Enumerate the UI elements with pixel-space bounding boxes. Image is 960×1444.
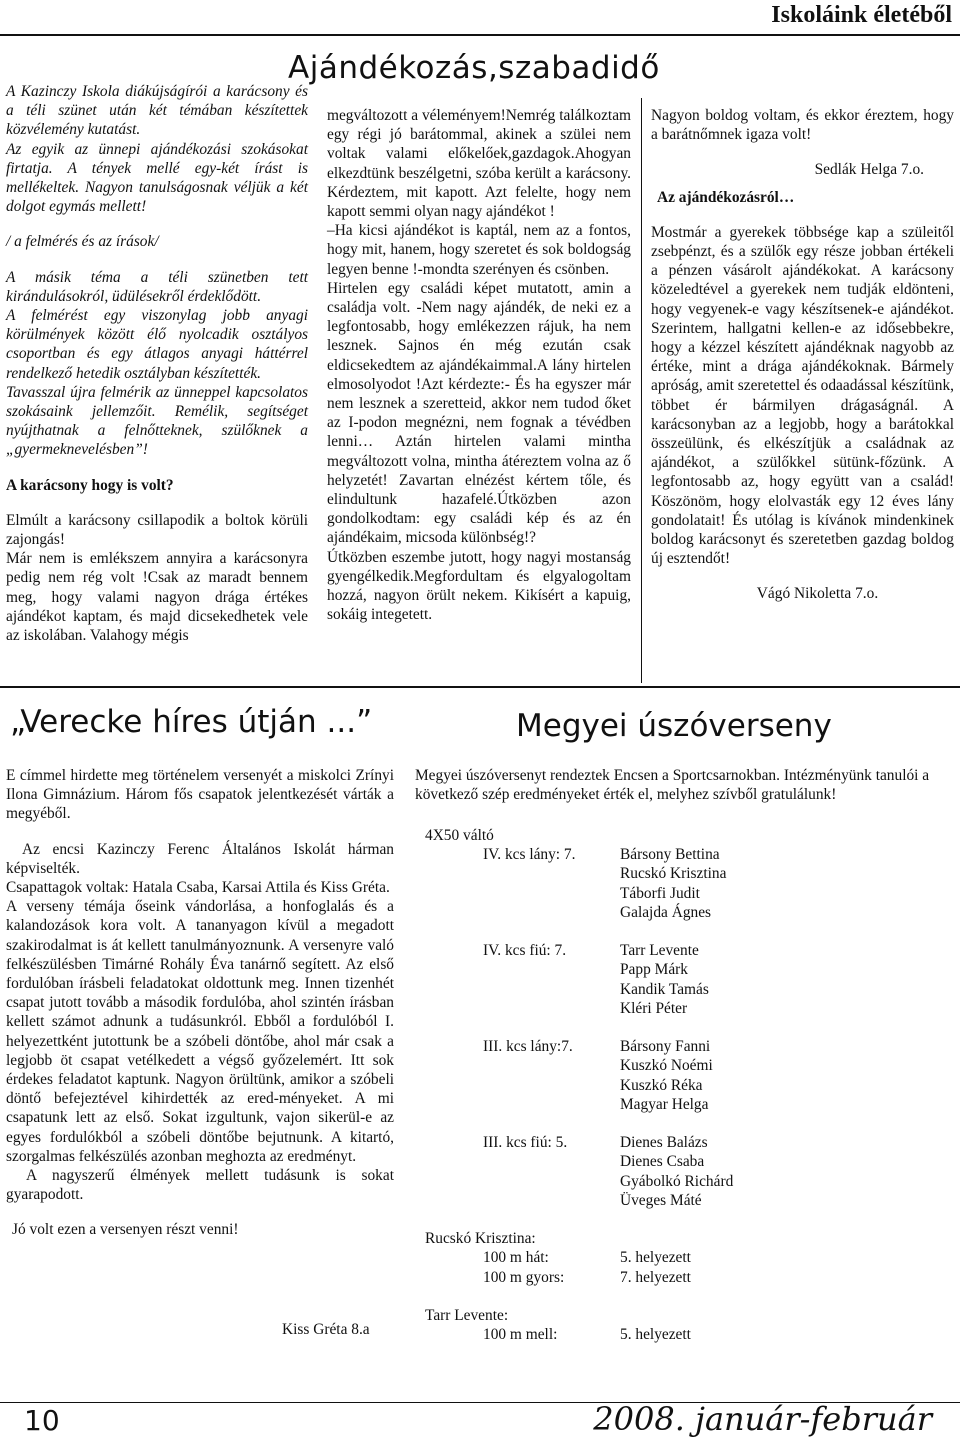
article1-column-2: [327, 106, 631, 624]
story1-paragraph-2-continued: megváltozott a véleményem!Nemrég találkoztam egy régi jó barátommal, akinek a szülei nem voltak valami előkelőek,gazdagok.Ahogyan elkezdtünk beszélgetni, szóba került a karácsony. Kérdeztem, mit kapott. Azt felelte, hogy nem kapott semmi olyan nagy ajándékot !: [327, 107, 631, 221]
intro-paragraph-1: A Kazinczy Iskola diákújságírói a karácsony és a téli szünet után két témában készítettek közvélemény kutatást.: [6, 83, 308, 139]
issue-date: 2008. január-február: [593, 1400, 932, 1438]
results-label: [483, 1172, 620, 1191]
article2-paragraph-6: Jó volt ezen a versenyen részt venni!: [12, 1221, 239, 1239]
results-category: 4X50 váltó: [425, 827, 494, 844]
relay-row: [425, 1037, 733, 1056]
results-category: Tarr Levente:: [425, 1307, 509, 1324]
results-category: [425, 903, 483, 922]
results-label: [483, 1076, 620, 1095]
page-number: 10: [24, 1404, 60, 1437]
results-value: Kuszkó Réka: [620, 1076, 703, 1094]
individual-event-row: [425, 1268, 733, 1287]
column-divider: [641, 98, 642, 683]
subhead-ajandekozas: Az ajándékozásról…: [657, 188, 795, 206]
relay-row: [425, 884, 733, 903]
results-value: 7. helyezett: [620, 1268, 691, 1286]
results-category: [425, 1037, 483, 1056]
results-value: Kléri Péter: [620, 999, 688, 1017]
results-spacer: [425, 1114, 733, 1133]
results-label: [483, 864, 620, 883]
relay-row: [425, 1191, 733, 1210]
story1-paragraph-4: Hirtelen egy családi képet mutatott, amin a családja volt. -Nem nagy ajándék, de neki ez a legfontosabb, hogy emlékezzen rájuk, ha nem lesznek. Sajnos én még ezután csak eldicsekedtem az ajándékaimmal.A lány hirtelen elmosolyodot !Azt kérdezte:- És ha egyszer már nem lesznek a szeretteid, akkor nem tudod őket az I-podon megnézni, nem fognak a tévédben lenni… Aztán hirtelen valami mintha megváltozott volna, mintha átéreztem volna az ő helyzetét! Zavartan elnézést kértem tőle, és elindultunk hazafelé.Útközben azon gondolkodtam: egy családi kép és az én ajándékaim, micsoda különbség!?: [327, 279, 631, 547]
results-value: Gyábolkó Richárd: [620, 1172, 734, 1190]
results-category: [425, 980, 483, 999]
story1-author: Sedlák Helga 7.o.: [814, 161, 924, 179]
results-spacer: [425, 1210, 733, 1229]
article1-title: Ajándékozás,szabadidő: [288, 50, 660, 86]
relay-row: [425, 1056, 733, 1075]
individual-event-row: [425, 1325, 733, 1344]
results-category: [425, 941, 483, 960]
results-label: [483, 960, 620, 979]
results-category: [425, 1191, 483, 1210]
results-category: [425, 960, 483, 979]
results-category: [425, 1172, 483, 1191]
section-rule: [0, 686, 960, 688]
results-label: [483, 1191, 620, 1210]
results-spacer: [425, 1018, 733, 1037]
results-value: Kuszkó Noémi: [620, 1057, 713, 1075]
results-spacer: [425, 1344, 733, 1363]
results-value: Dienes Csaba: [620, 1153, 705, 1171]
results-category: [425, 1248, 483, 1267]
individual-event-row: [425, 1248, 733, 1267]
relay-title-row: [425, 826, 733, 845]
results-label: III. kcs fiú: 5.: [483, 1134, 568, 1152]
results-category: [425, 1268, 483, 1287]
results-value: Üveges Máté: [620, 1191, 702, 1209]
results-value: 5. helyezett: [620, 1326, 691, 1344]
results-label: [483, 884, 620, 903]
intro-paragraph-3: A másik téma a téli szünetben tett kirándulásokról, üdülésekről érdeklődött.: [6, 268, 308, 305]
article2-author: Kiss Gréta 8.a: [282, 1321, 370, 1338]
relay-row: [425, 960, 733, 979]
results-label: IV. kcs lány: 7.: [483, 846, 576, 864]
individual-name-row: [425, 1229, 733, 1248]
article2-paragraph-3: Csapattagok voltak: Hatala Csaba, Karsai Attila és Kiss Gréta.: [6, 879, 390, 897]
relay-row: [425, 1172, 733, 1191]
results-category: [425, 884, 483, 903]
results-label: [483, 980, 620, 999]
results-spacer: [425, 1287, 733, 1306]
results-category: [425, 845, 483, 864]
results-label: [483, 903, 620, 922]
article2-paragraph-5: A nagyszerű élmények mellett tudásunk is sokat gyarapodott.: [6, 1167, 394, 1204]
results-label: [483, 1152, 620, 1171]
relay-row: [425, 999, 733, 1018]
subhead-karacsony: A karácsony hogy is volt?: [6, 476, 174, 494]
results-value: Magyar Helga: [620, 1095, 709, 1113]
results-value: Dienes Balázs: [620, 1134, 708, 1152]
header-rule: [0, 34, 960, 36]
results-category: [425, 1056, 483, 1075]
results-label: [483, 1056, 620, 1075]
results-value: Kandik Tamás: [620, 980, 709, 998]
results-label: 100 m mell:: [483, 1326, 558, 1344]
results-spacer: [425, 922, 733, 941]
results-category: [425, 1133, 483, 1152]
results-value: Bársony Bettina: [620, 846, 720, 864]
results-category: [425, 999, 483, 1018]
article2-body: [6, 766, 394, 1240]
results-table: [425, 826, 733, 1364]
relay-row: [425, 980, 733, 999]
intro-paragraph-4: A felmérést egy viszonylag jobb anyagi körülmények között élő nyolcadik osztályos csoportban és egy átlagos anyagi háttérrel rendelkező hetedik osztályban készítették.: [6, 307, 308, 382]
story2-author: Vágó Nikoletta 7.o.: [756, 585, 879, 603]
results-category: [425, 864, 483, 883]
story1-paragraph-6: Nagyon boldog voltam, és ekkor éreztem, hogy a barátnőmnek igaza volt!: [651, 107, 954, 144]
intro-paragraph-2: Az egyik az ünnepi ajándékozási szokásokat firtatja. A tények mellé egy-két írást is mellékeltek. Nagyon tanulságosnak véljük a két dolgot egymás mellett!: [6, 140, 308, 216]
story1-paragraph-1: Elmúlt a karácsony csillapodik a boltok körüli zajongás!: [6, 511, 308, 549]
relay-row: [425, 864, 733, 883]
article2-paragraph-2: Az encsi Kazinczy Ferenc Általános Iskolát hárman képviselték.: [6, 840, 394, 877]
survey-label: / a felmérés és az írások/: [6, 233, 159, 251]
relay-row: [425, 1095, 733, 1114]
results-category: [425, 1152, 483, 1171]
results-label: [483, 999, 620, 1018]
results-category: Rucskó Krisztina:: [425, 1230, 536, 1248]
results-category: [425, 1325, 483, 1344]
relay-row: [425, 1133, 733, 1152]
results-label: IV. kcs fiú: 7.: [483, 942, 567, 960]
results-value: Rucskó Krisztina: [620, 865, 727, 883]
results-value: Tarr Levente: [620, 942, 699, 960]
results-label: III. kcs lány:7.: [483, 1038, 573, 1056]
article1-column-3: [651, 106, 954, 604]
intro-paragraph-5: Tavasszal újra felmérik az ünneppel kapcsolatos szokásaink jellemzőit. Remélik, segítséget nyújthatnak a felnőtteknek, szülőknek a „gyermeknevelésben”!: [6, 383, 308, 459]
article3-intro: Megyei úszóversenyt rendeztek Encsen a Sportcsarnokban. Intézményünk tanulói a következő szép eredményeket érték el, melyhez szívből gratulálunk!: [415, 767, 930, 804]
individual-name-row: [425, 1306, 733, 1325]
section-label: Iskoláink életéből: [771, 2, 952, 28]
relay-row: [425, 845, 733, 864]
story1-paragraph-3: –Ha kicsi ajándékot is kaptál, nem az a fontos, hogy mit, hanem, hogy szeretet és sok boldogság legyen benne !-mondta szerényen és csönben.: [327, 222, 631, 278]
results-label: 100 m gyors:: [483, 1268, 565, 1286]
results-label: [483, 1095, 620, 1114]
relay-row: [425, 903, 733, 922]
story1-paragraph-5: Útközben eszembe jutott, hogy nagyi mostanság gyengélkedik.Megfordultam és elgyalogoltam hozzá, nagyon örült nekem. Kikísért a kapuig, sokáig integetett.: [327, 548, 631, 624]
results-value: Galajda Ágnes: [620, 903, 712, 921]
results-value: Táborfi Judit: [620, 884, 700, 902]
results-list: [425, 826, 945, 1364]
article2-paragraph-4: A verseny témája őseink vándorlása, a honfoglalás és a kalandozások kora volt. A tananyagon kívül a megadott szakirodalmat is át kellett tanulmányoznunk. A versenyre való felkészülésben Timárné Rohály Éva tanárnő segített. Az első fordulóban írásbeli feladatokat oldottunk meg. Innen tizenhét csapat jutott tovább a második fordulóba, ahol szintén írásban kellett számot adnunk a tudásunkról. Ebből a fordulóból I. helyezettként jutottunk be a szóbeli döntőbe, ahol már csak a legjobb öt csapat vetélkedett a végső győzelemért. Itt sok érdekes feladatot kaptunk. Nagyon örültünk, amikor a szóbeli döntő befejeztével kihirdették az ered-ményeket. A mi csapatunk lett az első. Sokat izgultunk, vajon sikerül-e az egyes fordulókból a szóbeli döntőbe bejutnunk. A kitartó, szorgalmas felkészülés azonban meghozta az eredményt.: [6, 898, 394, 1165]
relay-row: [425, 1152, 733, 1171]
results-value: Bársony Fanni: [620, 1038, 711, 1056]
story1-paragraph-2: Már nem is emlékszem annyira a karácsonyra pedig nem rég volt !Csak az maradt bennem meg, hogy valami nagyon drága értékes ajándékot kaptam, és majd dicsekedhetek vele az iskolában. Valahogy mégis: [6, 550, 308, 645]
relay-row: [425, 941, 733, 960]
relay-row: [425, 1076, 733, 1095]
results-category: [425, 1095, 483, 1114]
article1-column-1: [6, 82, 308, 645]
article2-paragraph-1: E címmel hirdette meg történelem versenyét a miskolci Zrínyi Ilona Gimnázium. Három fős csapatok jelentkezését várták a megyéből.: [6, 767, 394, 823]
story2-text: Mostmár a gyerekek többsége kap a szüleitől zsebpénzt, és a szülők egy része jobban értékeli a pénzen vásárolt ajándékokat. A karácsony közeledtével a gyerekek nem tudják eldönteni, hogy vegyenek-e vagy készítsenek-e ajándékot. Szerintem, hallgatni kellen-e az idősebbekre, hogy a kézzel készített ajándéknak nagyobb az értéke, mint a drága ajándékoknak. Bármely apróság, amit szeretettel és odaadással készítünk, többet ér bármilyen drágaságnál. A karácsonyban az a legjobb, hogy a barátokkal összeülünk, és elkészítjük a családnak az ajándékot, a szülőkkel sütünk-főzünk. A legfontosabb az, hogy együtt van a család! Köszönöm, hogy elolvasták egy 12 éves lány gondolatait! És utólag is kívánok mindenkinek boldog karácsonyt és szeretetben gazdag boldog új esztendőt!: [651, 223, 954, 568]
results-label: 100 m hát:: [483, 1249, 549, 1267]
results-category: [425, 1076, 483, 1095]
results-value: 5. helyezett: [620, 1249, 691, 1267]
article2-title: „Verecke híres útján ...”: [10, 704, 373, 740]
article3-title: Megyei úszóverseny: [516, 708, 832, 744]
results-value: Papp Márk: [620, 961, 688, 979]
